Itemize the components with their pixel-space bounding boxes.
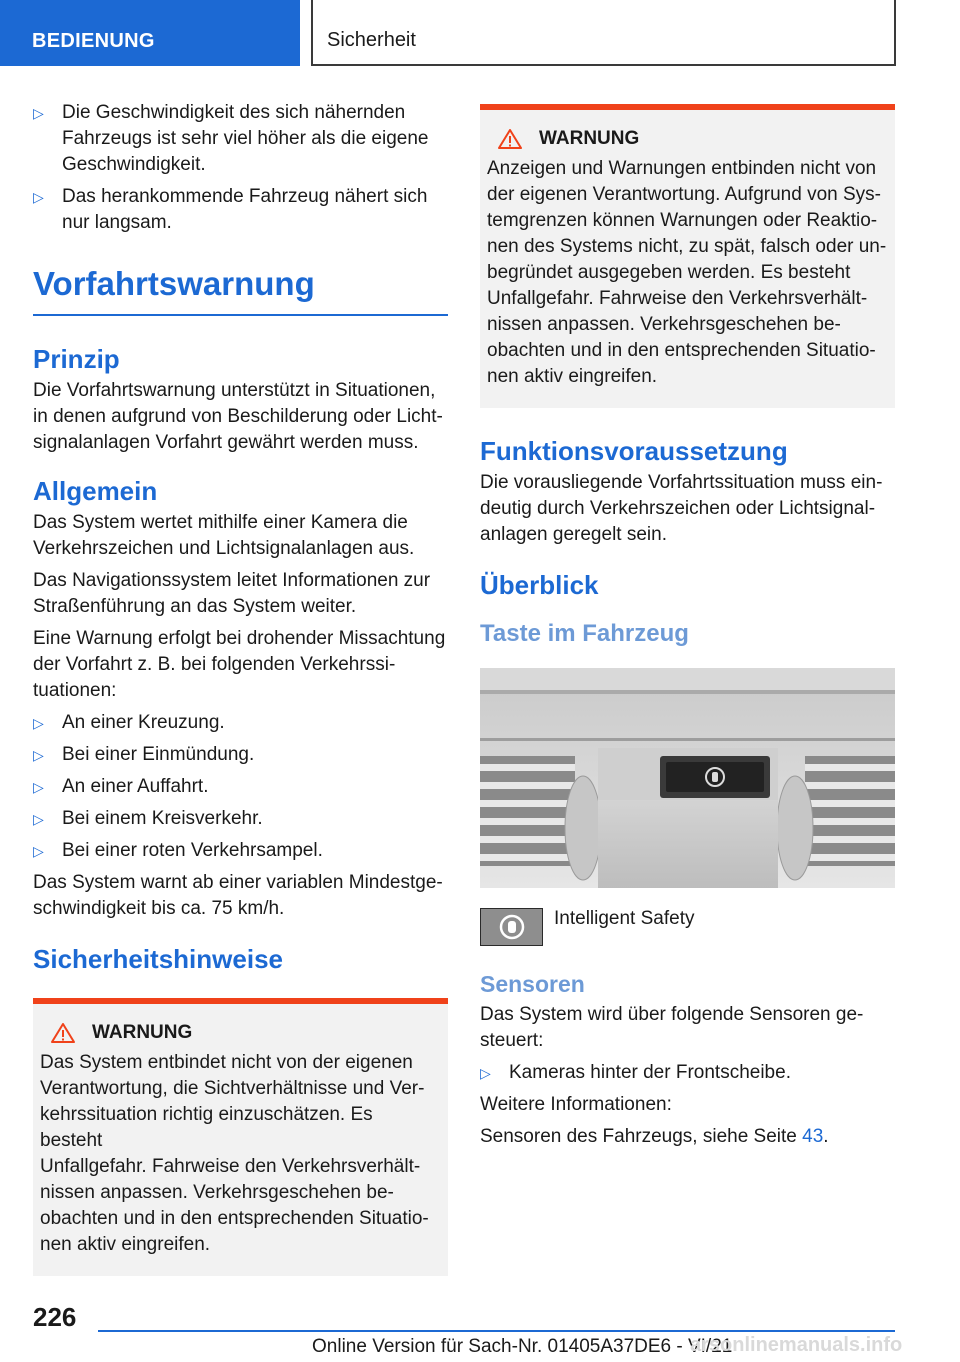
section-label: BEDIENUNG [32,30,155,52]
sensoren-text: Das System wird über folgende Sensoren gesteuert: [480,1004,864,1051]
speed-text: Das System warnt ab einer variablen Mindestgeschwindigkeit bis ca. 75 km/h. [33,872,443,919]
safety-heading: Sicherheitshinweise [33,944,283,974]
left-column [33,100,448,1302]
vehicle-button-photo [480,668,895,888]
allgemein-paragraph: Eine Warnung erfolgt bei drohender Missachtung der Vorfahrt z. B. bei folgenden Verkehrssituationen: [33,628,446,701]
situation-list [33,710,448,864]
reference-label: Sensoren des Fahrzeugs, siehe Seite [480,1126,803,1147]
sensoren-heading: Sensoren [480,971,585,997]
list-item: ▷ Bei einer roten Verkehrsampel. [33,838,448,864]
section-tab [0,0,300,66]
list-item: ▷ An einer Kreuzung. [33,710,448,736]
watermark: arsonlinemanuals.info [690,1334,903,1356]
warning-label: WARNUNG [92,1022,193,1043]
list-item: ▷ Bei einer Einmündung. [33,742,448,768]
footer-online-version: Online Version für Sach-Nr. 01405A37DE6 - VI/21 [312,1336,733,1357]
reference-end: . [823,1126,829,1147]
page-number: 226 [33,1302,77,1332]
right-column [480,100,895,1156]
more-info-text: Weitere Informationen: [480,1094,672,1115]
list-item: ▷ Das herankommende Fahrzeug nähert sich nur langsam. [33,184,448,236]
prinzip-text: Die Vorfahrtswarnung unterstützt in Situationen, in denen aufgrund von Beschilderung oder Lichtsignalanlagen Vorfahrt gewährt werden muss. [33,380,443,453]
taste-heading: Taste im Fahrzeug [480,620,689,647]
intelligent-safety-button-icon [480,908,543,946]
reference-text [480,1124,895,1150]
button-legend [480,906,895,946]
sensor-list [480,1060,895,1086]
list-item: ▷ An einer Auffahrt. [33,774,448,800]
warning-header [497,126,887,152]
list-item: ▷ Kameras hinter der Frontscheibe. [480,1060,895,1086]
warning-text: Das System entbindet nicht von der eigenen Verantwortung, die Sichtverhältnisse und Ver- kehrssituation richtig einzuschätzen. Es besteht Unfallgefahr. Fahrweise den Verkehrsverhält- nissen anpassen. Verkehrsgeschehen be- obachten und in den entsprechenden Situatio- nen aktiv eingreifen. [40,1052,429,1255]
warning-triangle-icon [497,128,523,150]
prinzip-heading: Prinzip [33,344,120,374]
warning-triangle-icon [50,1022,76,1044]
funktion-heading: Funktionsvoraussetzung [480,436,788,466]
list-item: ▷ Bei einem Kreisverkehr. [33,806,448,832]
button-legend-label: Intelligent Safety [554,908,695,929]
dashboard-illustration [480,668,895,888]
allgemein-paragraph: Das Navigationssystem leitet Informationen zur Straßenführung an das System weiter. [33,570,431,617]
intro-bullet-list [33,100,448,236]
warning-text: Anzeigen und Warnungen entbinden nicht von der eigenen Verantwortung. Aufgrund von Sys- temgrenzen können Warnungen oder Reaktio- nen des Systems nicht, zu spät, falsch oder un- begründet ausgegeben werden. Es besteht Unfallgefahr. Fahrweise den Verkehrsverhält- nissen anpassen. Verkehrsgeschehen be- obachten und in den entsprechenden Situatio- nen aktiv eingreifen. [487,158,887,387]
allgemein-paragraph: Das System wertet mithilfe einer Kamera die Verkehrszeichen und Lichtsignalanlagen aus. [33,512,415,559]
allgemein-heading: Allgemein [33,476,158,506]
main-title: Vorfahrtswarnung [33,264,448,316]
page-reference-link[interactable]: 43 [802,1126,824,1147]
chapter-tab [311,0,896,66]
chapter-label: Sicherheit [327,29,416,51]
warning-box [33,998,448,1276]
list-item: ▷ Die Geschwindigkeit des sich nähernden Fahrzeugs ist sehr viel höher als die eigene Geschwindigkeit. [33,100,448,178]
warning-label: WARNUNG [539,128,640,149]
footer-divider [98,1330,895,1332]
ueberblick-heading: Überblick [480,570,599,600]
funktion-text: Die vorausliegende Vorfahrtssituation muss eindeutig durch Verkehrszeichen oder Lichtsignalanlagen geregelt sein. [480,472,883,545]
warning-header [50,1020,440,1046]
warning-box [480,104,895,408]
